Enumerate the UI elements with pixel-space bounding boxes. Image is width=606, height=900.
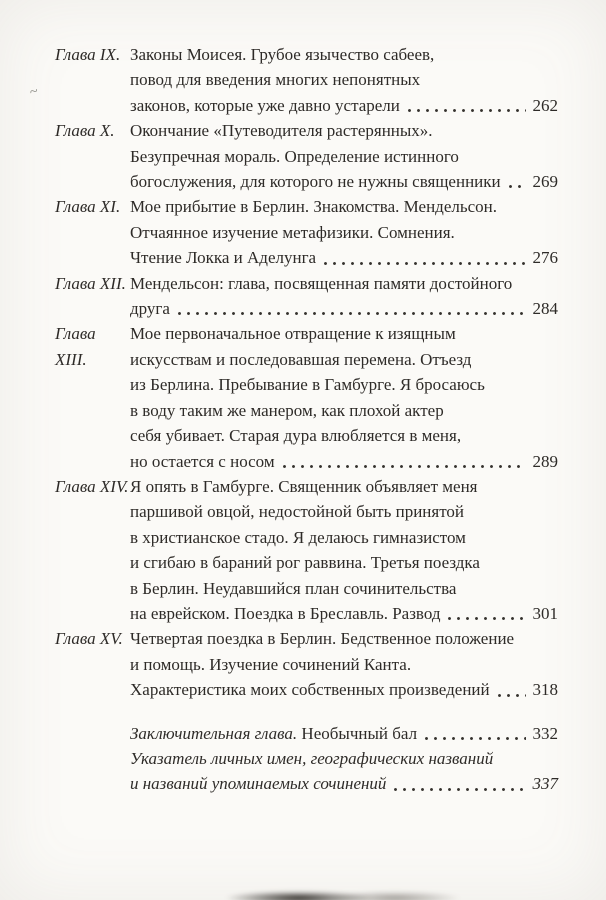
- toc-line: [130, 42, 558, 67]
- line-text: и сгибаю в бараний рог раввина. Третья поездка: [130, 553, 480, 573]
- chapter-description: [130, 474, 558, 626]
- chapter-label: [55, 721, 130, 746]
- toc-line: [130, 449, 558, 474]
- toc-line: [130, 601, 558, 626]
- line-text: повод для введения многих непонятных: [130, 70, 421, 90]
- chapter-label: Глава XII.: [55, 273, 126, 293]
- page-number: 318: [532, 680, 558, 700]
- line-text: из Берлина. Пребывание в Гамбурге. Я бросаюсь: [130, 375, 485, 395]
- chapter-description: [130, 194, 558, 270]
- dot-leader: [393, 787, 526, 792]
- line-text: Окончание «Путеводителя растерянных».: [130, 121, 433, 141]
- line-text: Мое первоначальное отвращение к изящным: [130, 324, 456, 344]
- line-text: Я опять в Гамбурге. Священник объявляет меня: [130, 476, 478, 496]
- toc-line: [130, 550, 558, 575]
- toc-line: [130, 423, 558, 448]
- line-text: Четвертая поездка в Берлин. Бедственное положение: [130, 629, 515, 649]
- toc-line: [130, 118, 558, 143]
- line-text: на еврейском. Поездка в Бреславль. Развод: [130, 603, 441, 623]
- page-number: 332: [532, 723, 558, 743]
- toc-line: [130, 398, 558, 423]
- line-text: Чтение Локка и Аделунга: [130, 248, 317, 268]
- toc-entry: [55, 42, 558, 118]
- toc-entry: [55, 321, 558, 473]
- toc-line: [130, 321, 558, 346]
- dot-leader: [407, 108, 526, 113]
- toc-entry: [55, 626, 558, 702]
- line-text: но остается с носом: [130, 451, 275, 471]
- toc-entry: [55, 746, 558, 797]
- pencil-mark: ~: [28, 83, 40, 101]
- toc-line: [130, 347, 558, 372]
- dot-leader: [177, 311, 526, 316]
- page-number: 301: [532, 603, 558, 623]
- toc-line: [130, 93, 558, 118]
- toc-line: [130, 67, 558, 92]
- chapter-description: [130, 721, 558, 746]
- chapter-description: [130, 746, 558, 797]
- line-text: Мое прибытие в Берлин. Знакомства. Мендельсон.: [130, 197, 497, 217]
- toc-line: [130, 499, 558, 524]
- dot-leader: [282, 464, 526, 469]
- toc-line: [130, 220, 558, 245]
- line-text: Характеристика моих собственных произведений: [130, 680, 490, 700]
- page-number: 262: [532, 95, 558, 115]
- chapter-label: Глава XV.: [55, 629, 123, 649]
- chapter-label: Глава X.: [55, 121, 115, 141]
- page-number: 269: [532, 172, 558, 192]
- line-text: в воду таким же манером, как плохой актер: [130, 400, 444, 420]
- line-text: в христианское стадо. Я делаюсь гимназистом: [130, 527, 466, 547]
- toc-line: [130, 677, 558, 702]
- toc-list: [55, 42, 558, 797]
- page-number: 337: [532, 774, 558, 794]
- toc-line: [130, 746, 558, 771]
- chapter-description: [130, 321, 558, 473]
- toc-line: [130, 652, 558, 677]
- toc-entry: [55, 271, 558, 322]
- line-text: Необычный бал: [301, 723, 418, 743]
- toc-line: [130, 194, 558, 219]
- dot-leader: [447, 616, 526, 621]
- chapter-label: Глава XIII.: [55, 324, 96, 369]
- dot-leader: [424, 736, 526, 741]
- toc-line: [130, 474, 558, 499]
- line-text: Указатель личных имен, географических названий: [130, 748, 494, 768]
- line-text: Отчаянное изучение метафизики. Сомнения.: [130, 222, 455, 242]
- dot-leader: [323, 261, 526, 266]
- chapter-description: [130, 626, 558, 702]
- chapter-label: Глава XIV.: [55, 476, 129, 496]
- dot-leader: [508, 184, 526, 189]
- toc-entry: [55, 118, 558, 194]
- line-text: в Берлин. Неудавшийся план сочинительства: [130, 578, 457, 598]
- chapter-label: [55, 746, 130, 797]
- line-text: законов, которые уже давно устарели: [130, 95, 400, 115]
- toc-entry: [55, 721, 558, 746]
- inline-heading: Заключительная глава.: [130, 723, 302, 743]
- line-text: друга: [130, 299, 170, 319]
- toc-line: [130, 372, 558, 397]
- line-text: себя убивает. Старая дура влюбляется в меня,: [130, 426, 462, 446]
- line-text: паршивой овцой, недостойной быть принятой: [130, 502, 465, 522]
- page-number: 289: [532, 451, 558, 471]
- line-text: Законы Моисея. Грубое язычество сабеев,: [130, 45, 435, 64]
- line-text: и названий упоминаемых сочинений: [130, 774, 387, 794]
- page-number: 276: [532, 248, 558, 268]
- line-text: Мендельсон: глава, посвященная памяти достойного: [130, 273, 513, 293]
- chapter-description: [130, 42, 558, 118]
- dot-leader: [497, 693, 526, 698]
- toc-entry: [55, 194, 558, 270]
- chapter-label: Глава XI.: [55, 197, 121, 217]
- toc-line: [130, 169, 558, 194]
- line-text: искусствам и последовавшая перемена. Отъезд: [130, 349, 472, 369]
- chapter-label: Глава IX.: [55, 45, 121, 64]
- toc-line: [130, 271, 558, 296]
- toc-line: [130, 576, 558, 601]
- chapter-description: [130, 271, 558, 322]
- toc-line: [130, 721, 558, 746]
- toc-line: [130, 626, 558, 651]
- chapter-description: [130, 118, 558, 194]
- page-number: 284: [532, 299, 558, 319]
- toc-line: [130, 525, 558, 550]
- line-text: Безупречная мораль. Определение истинного: [130, 146, 459, 166]
- toc-entry: [55, 474, 558, 626]
- toc-line: [130, 245, 558, 270]
- line-text: богослужения, для которого не нужны священники: [130, 172, 501, 192]
- toc-line: [130, 144, 558, 169]
- toc-line: [130, 771, 558, 796]
- line-text: и помощь. Изучение сочинений Канта.: [130, 654, 412, 674]
- toc-line: [130, 296, 558, 321]
- page-edge-smudge-dark: [226, 891, 371, 900]
